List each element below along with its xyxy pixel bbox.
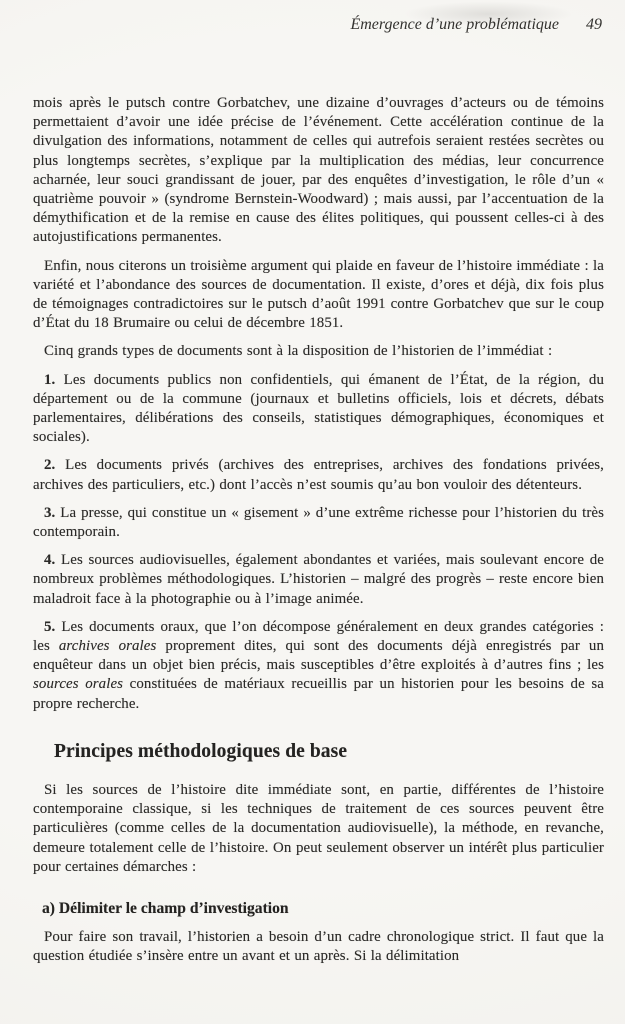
list-item-3-text: La presse, qui constitue un « gisement » d’une extrême richesse pour l’historien du très contemporain. [33, 504, 604, 541]
list-item-2-text: Les documents privés (archives des entreprises, archives des fondations privées, archives des particuliers, etc.) dont l’accès n’est soumis qu’au bon vouloir des détenteurs. [33, 457, 604, 493]
list-item-3 [33, 504, 604, 542]
paragraph-continuation: mois après le putsch contre Gorbatchev, une dizaine d’ouvrages d’acteurs ou de témoins permettaient d’avoir une idée précise de l’événement. Cette accélération continue de la divulgation des informations, notamment de celles qui autrefois seraient restées secrètes ou plus longtemps secrètes, s’explique par la multiplication des médias, leur concurrence acharnée, leur souci grandissant de jouer, par des enquêtes d’investigation, le rôle d’un « quatrième pouvoir » (syndrome Bernstein-Woodward) ; mais aussi, par l’accentuation de la démythification et de la remise en cause des élites politiques, qui poussent celles-ci à des autojustifications permanentes. [33, 95, 604, 246]
paragraph-pour-faire: Pour faire son travail, l’historien a besoin d’un cadre chronologique strict. Il faut que la question étudiée s’insère entre un avant et un après. Si la délimitation [33, 928, 604, 965]
paragraph-list-intro: Cinq grands types de documents sont à la disposition de l’historien de l’immédiat : [44, 343, 553, 360]
paragraph-enfin: Enfin, nous citerons un troisième argument qui plaide en faveur de l’histoire immédiate : la variété et l’abondance des sources de documentation. Il existe, d’ores et déjà, dix fois plus de témoignages contradictoires sur le putsch d’août 1991 contre Gorbatchev que sur le coup d’État du 18 Brumaire ou celui de décembre 1851. [33, 257, 604, 332]
list-item-2-number: 2. [44, 457, 56, 474]
page-number: 49 [586, 16, 602, 33]
running-header [33, 16, 604, 34]
paragraph-si-les-sources: Si les sources de l’histoire dite immédiate sont, en partie, différentes de l’histoire contemporaine classique, si les techniques de traitement de ces sources peuvent être particulières (comme celles de la documentation audiovisuelle), la méthode, en revanche, demeure totalement celle de l’histoire. On peut seulement observer un intérêt plus particulier pour certaines démarches : [33, 781, 604, 875]
list-item-5-text-3: constituées de matériaux recueillis par un historien pour les besoins de sa propre recherche. [33, 676, 604, 712]
list-item-1-text: Les documents publics non confidentiels, qui émanent de l’État, de la région, du département ou de la commune (journaux et bulletins officiels, lois et décrets, débats parlementaires, délibérations des conseils, statistiques démographiques, économiques et sociales). [33, 371, 604, 446]
list-item-3-number: 3. [44, 504, 56, 521]
list-item-1-number: 1. [44, 371, 56, 388]
body-text-block [33, 94, 604, 966]
list-item-5-italic-sources-orales: sources orales [33, 676, 124, 693]
list-item-5-number: 5. [44, 618, 56, 635]
section-heading-principes: Principes méthodologiques de base [54, 740, 348, 762]
list-item-4-text: Les sources audiovisuelles, également abondantes et variées, mais soulevant encore de nombreux problèmes méthodologiques. L’historien – malgré des progrès – reste encore bien maladroit face à la photographie ou à l’image animée. [33, 552, 604, 607]
list-item-2 [33, 456, 604, 494]
list-item-4 [33, 551, 604, 609]
list-item-5-italic-archives-orales: archives orales [58, 638, 157, 655]
list-item-4-number: 4. [44, 552, 56, 569]
list-item-5-text-2: proprement dites, qui sont des documents déjà enregistrés par un enquêteur dans un objet bien précis, mais susceptibles d’être exploités à d’autres fins ; les [33, 638, 604, 674]
list-item-5-text-1: Les documents oraux, que l’on décompose généralement en deux grandes catégories : les [33, 618, 604, 655]
list-item-1 [33, 371, 604, 448]
list-item-5 [33, 618, 604, 714]
running-header-title: Émergence d’une problématique [350, 16, 559, 33]
subsection-heading-delimiter: a) Délimiter le champ d’investigation [42, 899, 289, 917]
